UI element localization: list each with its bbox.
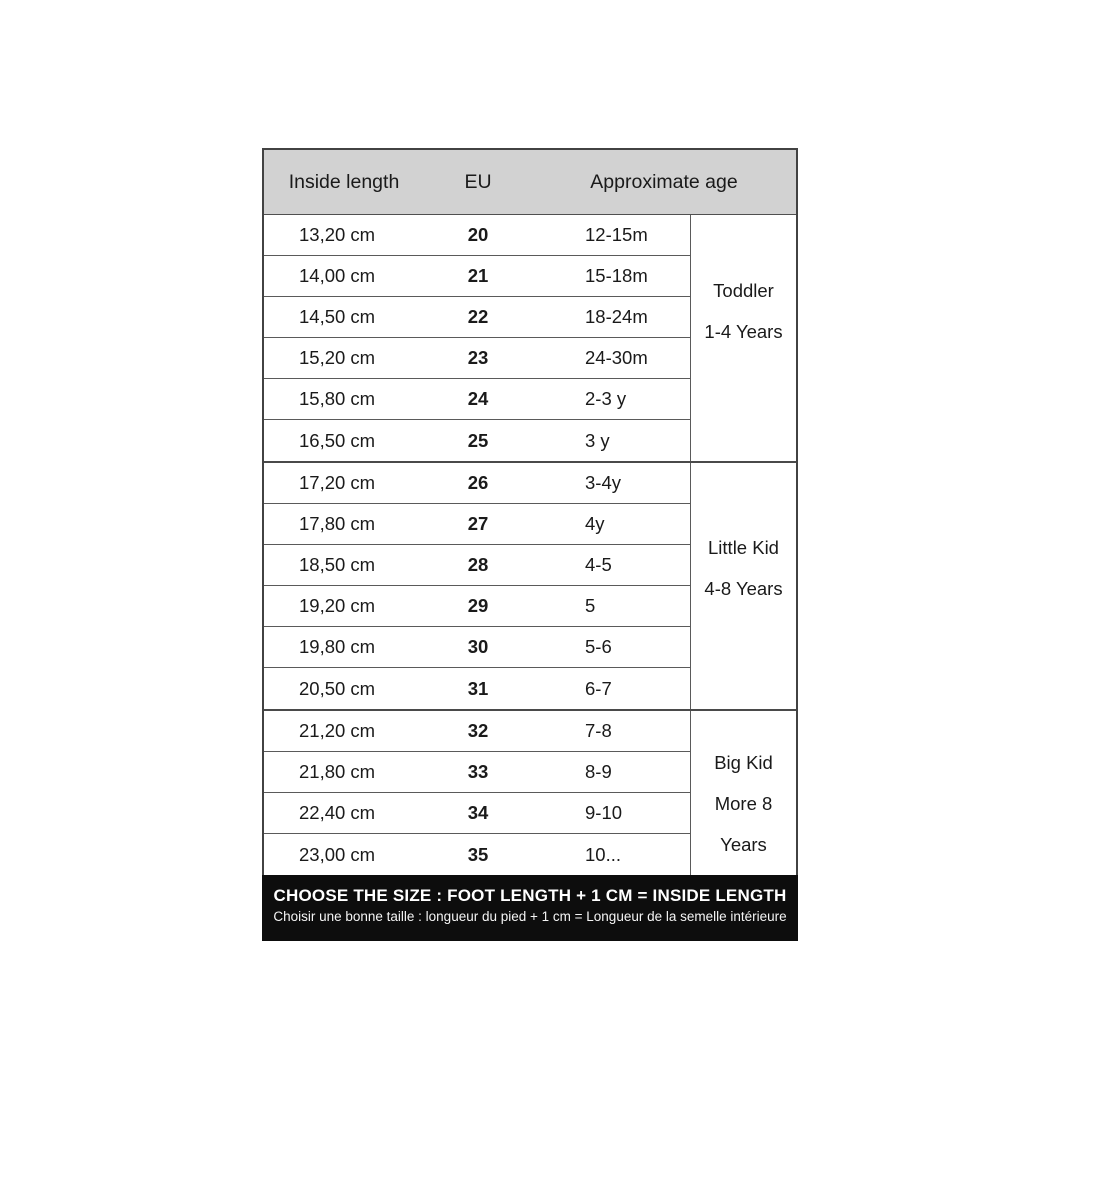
cell-inside-length: 18,50 cm (299, 554, 376, 575)
table-row (264, 586, 690, 627)
group-label-toddler (690, 215, 796, 461)
table-row (264, 379, 690, 420)
cell-eu-size: 27 (467, 513, 489, 534)
cell-approximate-age: 6-7 (585, 677, 612, 699)
size-advice-banner (262, 875, 798, 941)
shoe-size-chart (262, 148, 798, 941)
table-row (264, 711, 690, 752)
cell-inside-length: 22,40 cm (299, 802, 376, 823)
table-row (264, 420, 690, 461)
cell-approximate-age: 5 (585, 595, 596, 616)
cell-approximate-age: 12-15m (585, 224, 648, 245)
table-row (264, 668, 690, 709)
cell-eu-size: 24 (467, 388, 489, 409)
cell-eu-size: 28 (467, 554, 489, 575)
table-row (264, 504, 690, 545)
cell-inside-length: 19,20 cm (299, 595, 376, 616)
cell-inside-length: 15,80 cm (299, 388, 376, 409)
cell-approximate-age: 18-24m (585, 306, 648, 327)
cell-approximate-age: 8-9 (585, 761, 612, 782)
cell-inside-length: 19,80 cm (299, 636, 376, 657)
cell-eu-size: 29 (467, 595, 489, 616)
cell-inside-length: 13,20 cm (299, 224, 376, 245)
group-label-line: Toddler (713, 280, 774, 301)
size-table (262, 148, 798, 875)
table-header-row (264, 150, 796, 215)
size-advice-english: CHOOSE THE SIZE : FOOT LENGTH + 1 CM = INSIDE LENGTH (273, 886, 787, 905)
table-row (264, 545, 690, 586)
group-label-line: Little Kid (708, 537, 779, 558)
cell-inside-length: 14,00 cm (299, 265, 376, 286)
cell-eu-size: 34 (467, 802, 489, 823)
cell-inside-length: 15,20 cm (299, 347, 376, 368)
cell-eu-size: 26 (467, 472, 489, 493)
table-row (264, 338, 690, 379)
table-row (264, 752, 690, 793)
cell-approximate-age: 4-5 (585, 554, 612, 575)
cell-eu-size: 25 (467, 429, 489, 451)
toddler-rows (264, 215, 690, 461)
table-row (264, 463, 690, 504)
cell-eu-size: 32 (467, 720, 489, 741)
cell-approximate-age: 3 y (585, 429, 610, 451)
cell-approximate-age: 7-8 (585, 720, 612, 741)
cell-eu-size: 23 (467, 347, 489, 368)
cell-inside-length: 21,20 cm (299, 720, 376, 741)
cell-inside-length: 16,50 cm (299, 429, 376, 451)
cell-approximate-age: 5-6 (585, 636, 612, 657)
cell-eu-size: 22 (467, 306, 489, 327)
column-header-inside-length: Inside length (288, 170, 400, 193)
group-label-line: Big Kid (714, 751, 773, 773)
cell-approximate-age: 24-30m (585, 347, 648, 368)
table-row (264, 793, 690, 834)
table-row (264, 627, 690, 668)
group-label-big-kid (690, 711, 796, 875)
cell-approximate-age: 4y (585, 513, 605, 534)
table-row (264, 215, 690, 256)
column-header-approximate-age: Approximate age (590, 170, 738, 193)
cell-eu-size: 35 (467, 843, 489, 865)
cell-approximate-age: 10... (585, 843, 621, 865)
size-group-toddler (264, 215, 796, 463)
cell-inside-length: 23,00 cm (299, 843, 376, 865)
cell-approximate-age: 2-3 y (585, 388, 627, 409)
cell-eu-size: 31 (467, 677, 489, 699)
cell-inside-length: 14,50 cm (299, 306, 376, 327)
cell-approximate-age: 3-4y (585, 472, 621, 493)
cell-inside-length: 17,80 cm (299, 513, 376, 534)
size-advice-french: Choisir une bonne taille : longueur du pied + 1 cm = Longueur de la semelle intérieure (273, 909, 787, 924)
cell-approximate-age: 15-18m (585, 265, 648, 286)
group-label-little-kid (690, 463, 796, 709)
size-group-big-kid (264, 711, 796, 875)
group-label-line: 4-8 Years (704, 578, 783, 599)
cell-approximate-age: 9-10 (585, 802, 623, 823)
group-label-line: More 8 (714, 792, 773, 814)
column-header-eu: EU (464, 170, 492, 193)
group-label-line: Years (720, 833, 767, 855)
cell-inside-length: 21,80 cm (299, 761, 376, 782)
table-row (264, 256, 690, 297)
little-kid-rows (264, 463, 690, 709)
cell-eu-size: 20 (467, 224, 489, 245)
group-label-line: 1-4 Years (704, 321, 783, 342)
table-row (264, 834, 690, 875)
table-row (264, 297, 690, 338)
cell-inside-length: 20,50 cm (299, 677, 376, 699)
cell-eu-size: 33 (467, 761, 489, 782)
cell-inside-length: 17,20 cm (299, 472, 376, 493)
cell-eu-size: 21 (467, 265, 489, 286)
cell-eu-size: 30 (467, 636, 489, 657)
big-kid-rows (264, 711, 690, 875)
size-group-little-kid (264, 463, 796, 711)
